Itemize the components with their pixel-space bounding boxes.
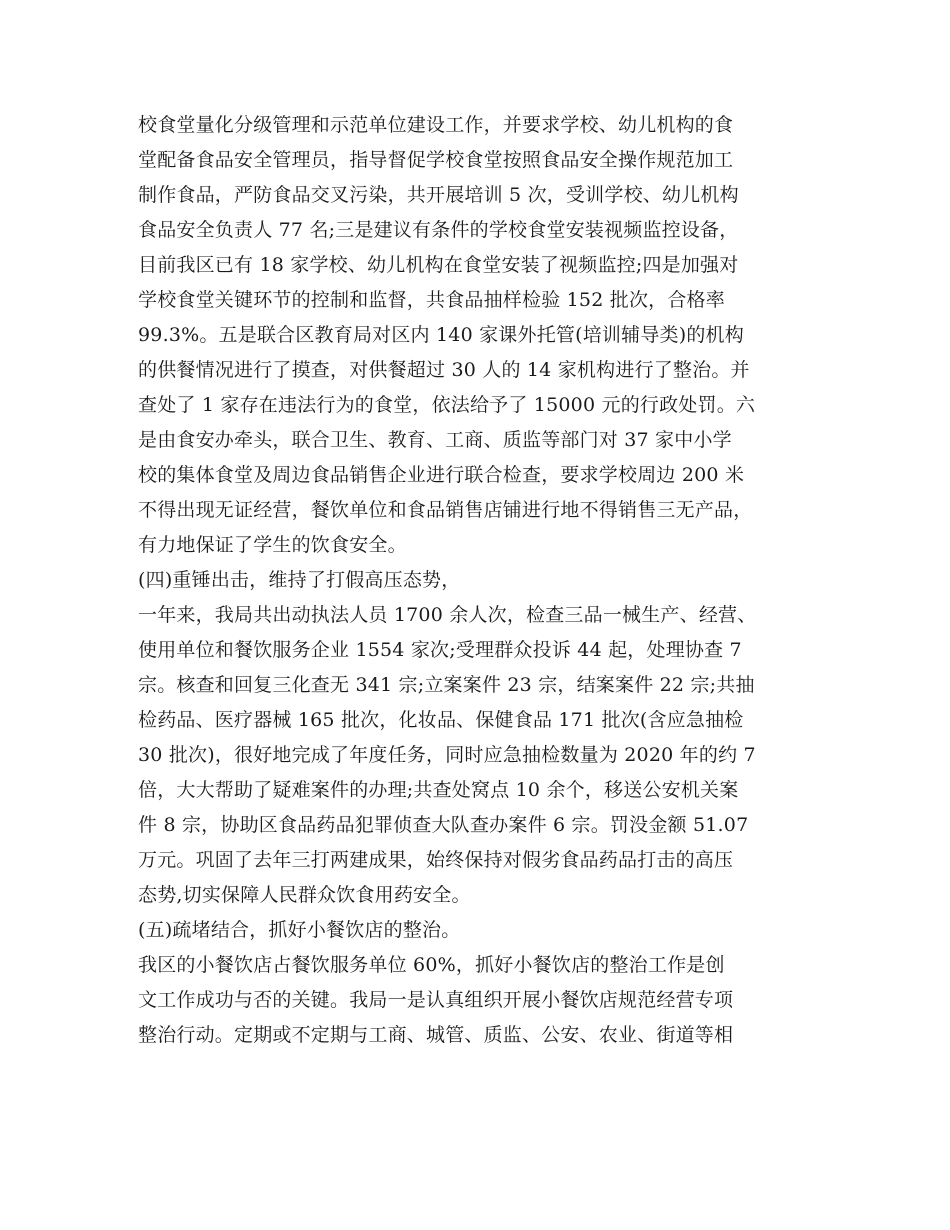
text-line: 态势,切实保障人民群众饮食用药安全。 [138,884,471,906]
text-line: 目前我区已有 18 家学校、幼儿机构在食堂安装了视频监控;四是加强对 [138,254,739,276]
text-line: 99.3%。五是联合区教育局对区内 140 家课外托管(培训辅导类)的机构 [138,324,744,346]
section-heading-5: (五)疏堵结合，抓好小餐饮店的整治。 [138,919,461,941]
text-line: 堂配备食品安全管理员，指导督促学校食堂按照食品安全操作规范加工 [138,149,734,171]
text-line: 是由食安办牵头，联合卫生、教育、工商、质监等部门对 37 家中小学 [138,429,732,451]
text-line: 校的集体食堂及周边食品销售企业进行联合检查，要求学校周边 200 米 [138,464,745,486]
text-line: 检药品、医疗器械 165 批次，化妆品、保健食品 171 批次(含应急抽检 [138,709,744,731]
text-line: 我区的小餐饮店占餐饮服务单位 60%，抓好小餐饮店的整治工作是创 [138,954,725,976]
document-body [138,108,818,1053]
text-line: 校食堂量化分级管理和示范单位建设工作，并要求学校、幼儿机构的食 [138,114,734,136]
text-line: 学校食堂关键环节的控制和监督，共食品抽样检验 152 批次，合格率 [138,289,725,311]
text-line: 的供餐情况进行了摸查，对供餐超过 30 人的 14 家机构进行了整治。并 [138,359,750,381]
text-line: 30 批次)，很好地完成了年度任务，同时应急抽检数量为 2020 年的约 7 [138,744,756,766]
text-line: 查处了 1 家存在违法行为的食堂，依法给予了 15000 元的行政处罚。六 [138,394,756,416]
text-line: 文工作成功与否的关键。我局一是认真组织开展小餐饮店规范经营专项 [138,989,734,1011]
text-line: 一年来，我局共出动执法人员 1700 余人次，检查三品一械生产、经营、 [138,604,757,626]
text-line: 不得出现无证经营，餐饮单位和食品销售店铺进行地不得销售三无产品， [138,499,753,521]
text-line: 食品安全负责人 77 名;三是建议有条件的学校食堂安装视频监控设备， [138,219,739,241]
text-line: 使用单位和餐饮服务企业 1554 家次;受理群众投诉 44 起，处理协查 7 [138,639,742,661]
text-line: 有力地保证了学生的饮食安全。 [138,534,407,556]
text-line: 倍，大大帮助了疑难案件的办理;共查处窝点 10 余个，移送公安机关案 [138,779,739,801]
text-line: 万元。巩固了去年三打两建成果，始终保持对假劣食品药品打击的高压 [138,849,734,871]
section-heading-4: (四)重锤出击，维持了打假高压态势， [138,569,461,591]
text-line: 整治行动。定期或不定期与工商、城管、质监、公安、农业、街道等相 [138,1024,734,1046]
text-line: 制作食品，严防食品交叉污染，共开展培训 5 次，受训学校、幼儿机构 [138,184,739,206]
text-line: 件 8 宗，协助区食品药品犯罪侦查大队查办案件 6 宗。罚没金额 51.07 [138,814,749,836]
text-line: 宗。核查和回复三化查无 341 宗;立案案件 23 宗，结案案件 22 宗;共抽 [138,674,755,696]
